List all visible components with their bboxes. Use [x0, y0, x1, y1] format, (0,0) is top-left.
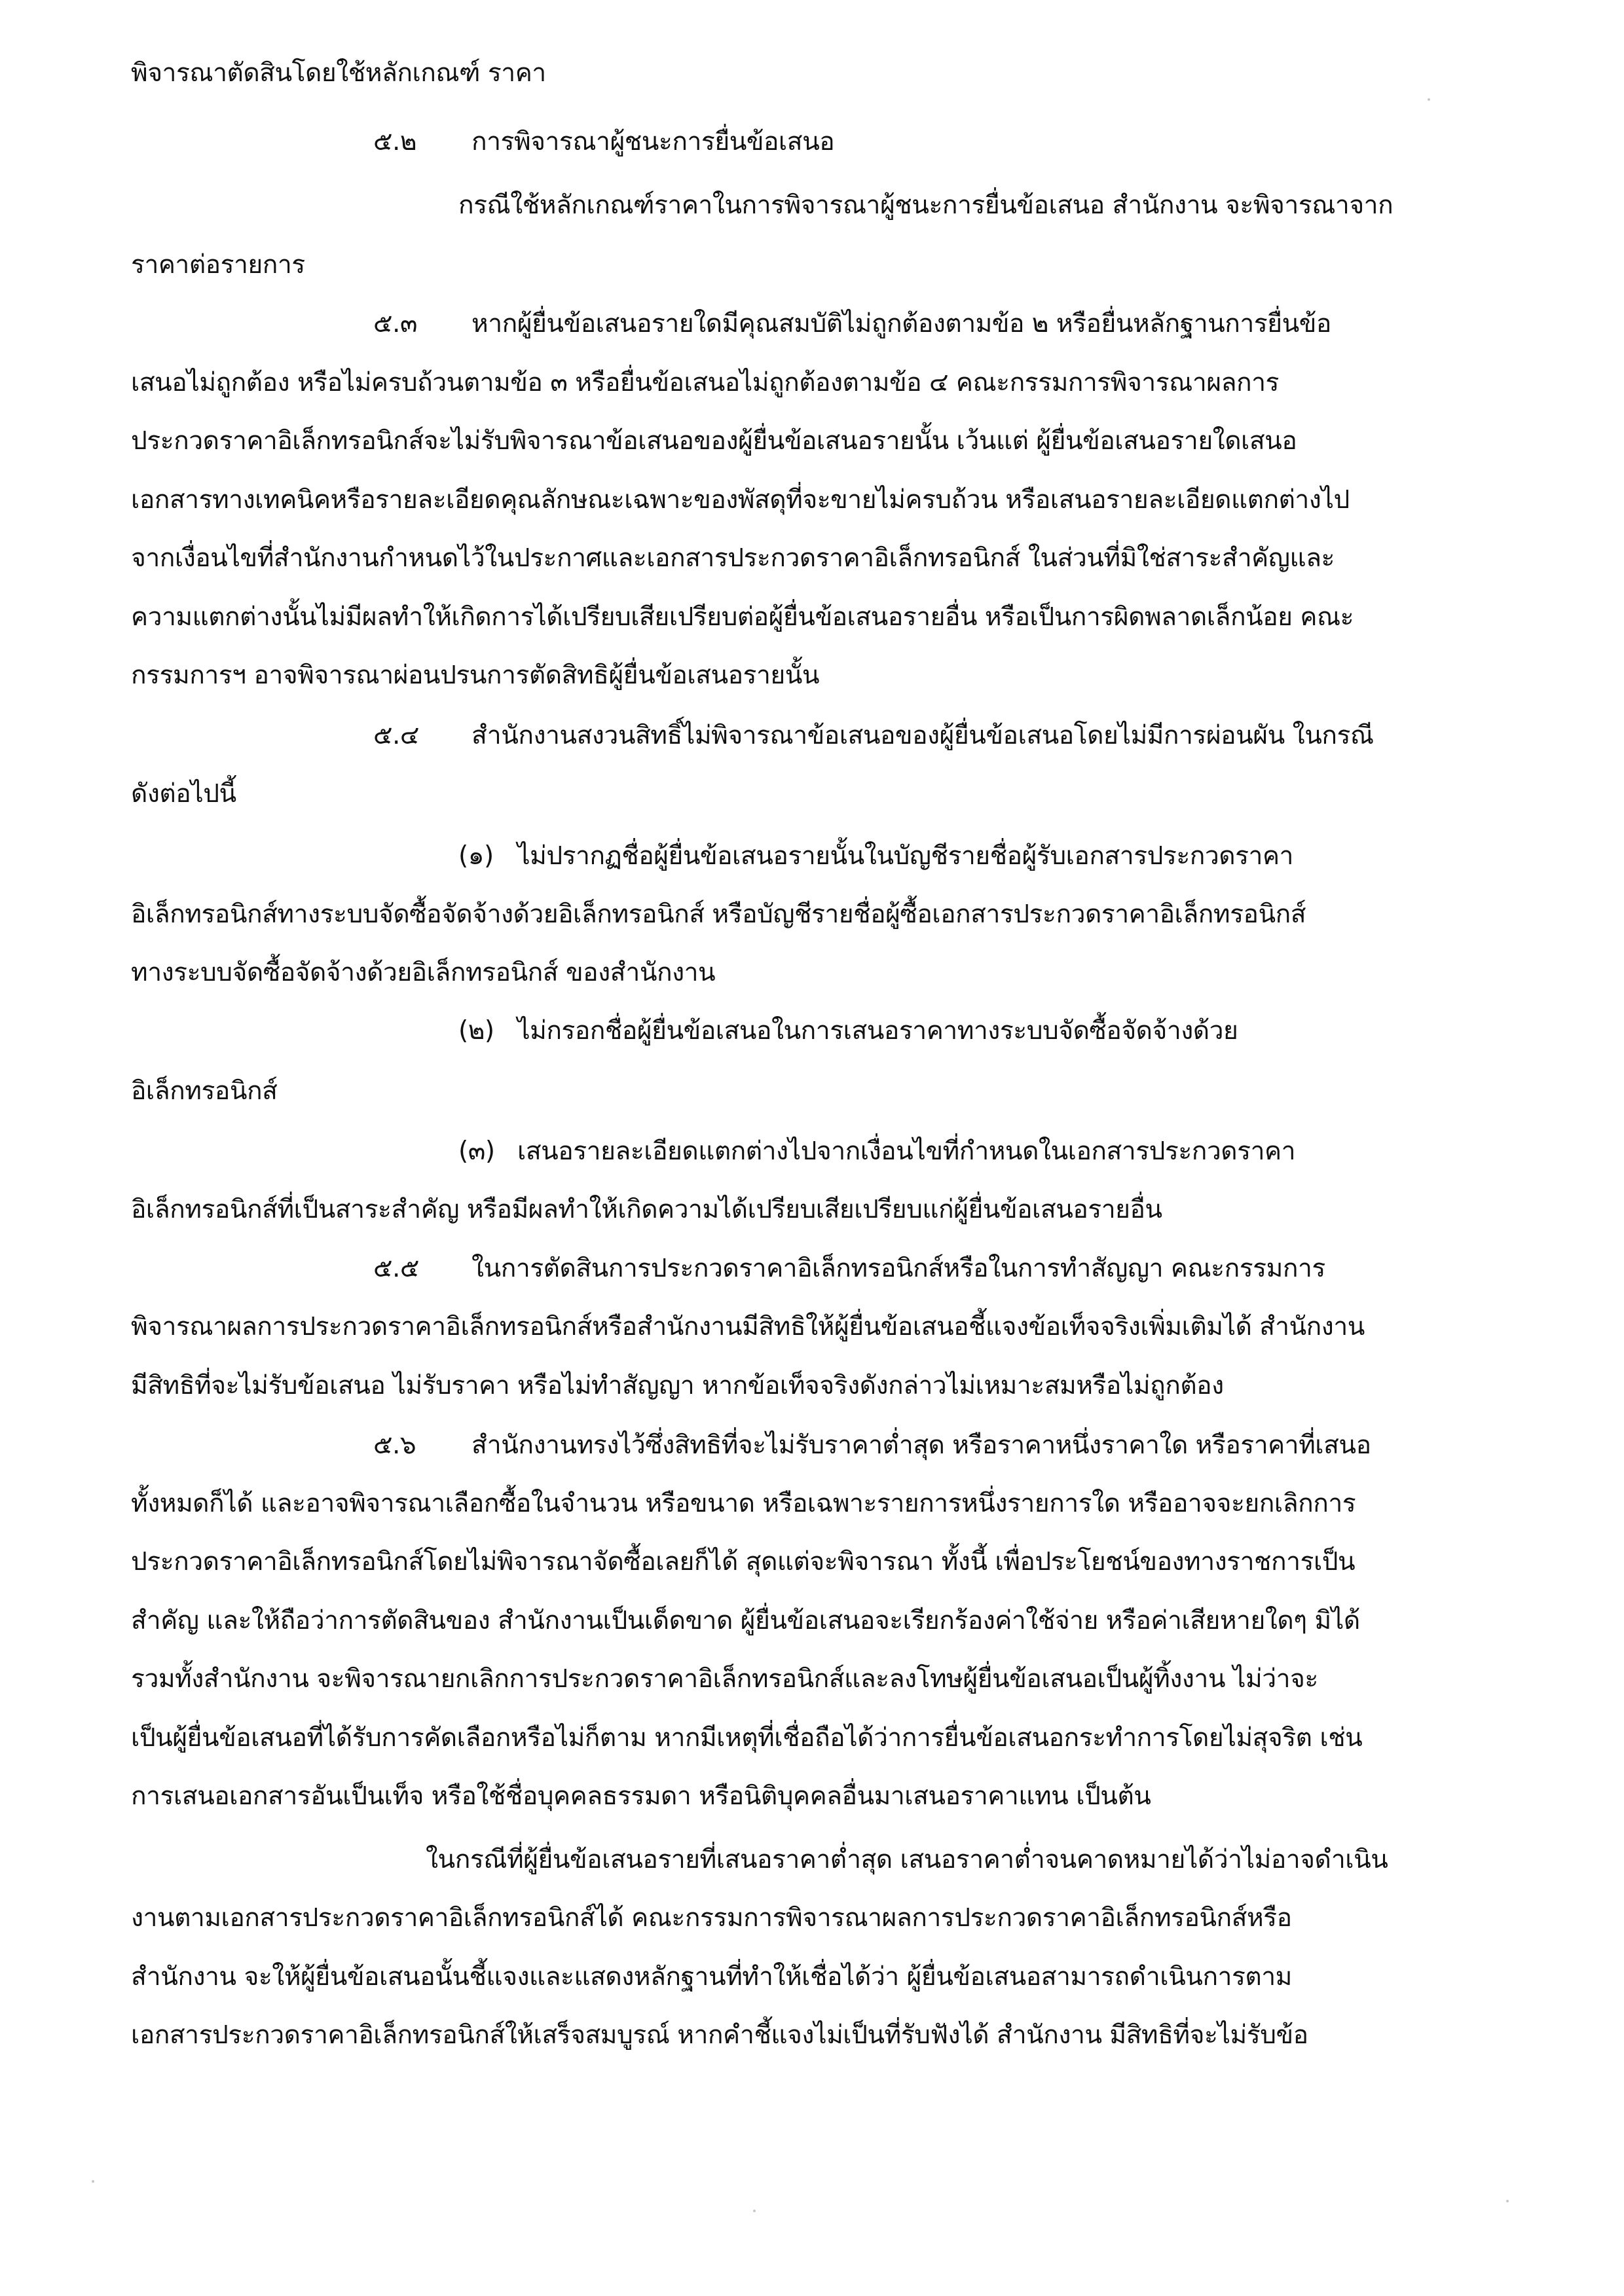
line-text: จากเงื่อนไขที่สำนักงานกำหนดไว้ในประกาศและเอกสารประกวดราคาอิเล็กทรอนิกส์ ในส่วนที่มิใช่สาระสำคัญและ	[131, 543, 1335, 573]
item-number: (๑)	[458, 841, 494, 871]
text-line	[131, 1719, 1362, 1758]
line-text: หากผู้ยื่นข้อเสนอรายใดมีคุณสมบัติไม่ถูกต้องตามข้อ ๒ หรือยื่นหลักฐานการยื่นข้อ	[471, 309, 1331, 338]
line-text: กรณีใช้หลักเกณฑ์ราคาในการพิจารณาผู้ชนะการยื่นข้อเสนอ สำนักงาน จะพิจารณาจาก	[458, 191, 1393, 220]
line-text: กรรมการฯ อาจพิจารณาผ่อนปรนการตัดสิทธิผู้ยื่นข้อเสนอรายนั้น	[131, 661, 820, 690]
text-line	[131, 481, 1350, 520]
text-line	[131, 1899, 1292, 1938]
line-text: สำนักงานทรงไว้ซึ่งสิทธิที่จะไม่รับราคาต่ำสุด หรือราคาหนึ่งราคาใด หรือราคาที่เสนอ	[471, 1430, 1371, 1460]
line-text: ในกรณีที่ผู้ยื่นข้อเสนอรายที่เสนอราคาต่ำสุด เสนอราคาต่ำจนคาดหมายได้ว่าไม่อาจดำเนิน	[426, 1845, 1388, 1874]
text-line	[131, 1484, 1356, 1523]
line-text: รวมทั้งสำนักงาน จะพิจารณายกเลิกการประกวดราคาอิเล็กทรอนิกส์และลงโทษผู้ยื่นข้อเสนอเป็นผู้ทิ้งงาน ไม่ว่าจะ	[131, 1664, 1318, 1694]
line-text: อิเล็กทรอนิกส์	[131, 1076, 278, 1106]
text-line	[131, 1660, 1318, 1699]
section-heading-5-2	[373, 122, 834, 162]
line-text: ทั้งหมดก็ได้ และอาจพิจารณาเลือกซื้อในจำนวน หรือขนาด หรือเฉพาะรายการหนึ่งรายการใด หรืออาจจะยกเลิกการ	[131, 1489, 1356, 1518]
text-line	[131, 598, 1354, 637]
text-line	[131, 774, 236, 814]
text-line	[131, 363, 1279, 403]
text-line	[131, 1958, 1292, 1997]
section-line-5-6	[373, 1426, 1371, 1465]
line-text: การเสนอเอกสารอันเป็นเท็จ หรือใช้ชื่อบุคคลธรรมดา หรือนิติบุคคลอื่นมาเสนอราคาแทน เป็นต้น	[131, 1781, 1151, 1811]
scan-speck	[92, 2180, 94, 2183]
text-line	[131, 953, 715, 993]
section-number: ๕.๒	[373, 127, 417, 156]
line-text: มีสิทธิที่จะไม่รับข้อเสนอ ไม่รับราคา หรือไม่ทำสัญญา หากข้อเท็จจริงดังกล่าวไม่เหมาะสมหรือไม่ถูกต้อง	[131, 1371, 1224, 1400]
line-text: สำคัญ และให้ถือว่าการตัดสินของ สำนักงานเป็นเด็ดขาด ผู้ยื่นข้อเสนอจะเรียกร้องค่าใช้จ่าย หรือค่าเสียหายใดๆ มิได้	[131, 1606, 1360, 1635]
line-text: ไม่กรอกชื่อผู้ยื่นข้อเสนอในการเสนอราคาทางระบบจัดซื้อจัดจ้างด้วย	[517, 1016, 1238, 1046]
line-text: ในการตัดสินการประกวดราคาอิเล็กทรอนิกส์หรือในการทำสัญญา คณะกรรมการ	[471, 1254, 1325, 1283]
text-line	[131, 422, 1297, 461]
text-line	[131, 54, 546, 93]
line-text: พิจารณาตัดสินโดยใช้หลักเกณฑ์ ราคา	[131, 58, 546, 88]
section-number: ๕.๕	[373, 1254, 419, 1283]
item-line-2	[458, 1011, 1238, 1051]
section-line-5-5	[373, 1249, 1325, 1288]
line-text: เสนอรายละเอียดแตกต่างไปจากเงื่อนไขที่กำหนดในเอกสารประกวดราคา	[517, 1137, 1295, 1166]
text-line	[131, 2016, 1308, 2055]
section-number: ๕.๖	[373, 1430, 416, 1460]
line-text: ประกวดราคาอิเล็กทรอนิกส์โดยไม่พิจารณาจัดซื้อเลยก็ได้ สุดแต่จะพิจารณา ทั้งนี้ เพื่อประโยชน์ของทางราชการเป็น	[131, 1547, 1356, 1576]
line-text: ราคาต่อรายการ	[131, 250, 305, 280]
text-line	[131, 1307, 1365, 1347]
line-text: เอกสารทางเทคนิคหรือรายละเอียดคุณลักษณะเฉพาะของพัสดุที่จะขายไม่ครบถ้วน หรือเสนอรายละเอียดแตกต่างไป	[131, 485, 1350, 515]
scan-speck	[1506, 2200, 1509, 2202]
line-text: ดังต่อไปนี้	[131, 779, 236, 809]
scan-speck	[1428, 98, 1430, 101]
section-number: ๕.๔	[373, 721, 419, 750]
line-text: ไม่ปรากฏชื่อผู้ยื่นข้อเสนอรายนั้นในบัญชีรายชื่อผู้รับเอกสารประกวดราคา	[517, 841, 1293, 871]
paragraph-start-line	[426, 1840, 1388, 1880]
section-line-5-3	[373, 304, 1331, 344]
item-number: (๓)	[458, 1137, 495, 1166]
item-line-3	[458, 1132, 1295, 1171]
text-line	[458, 186, 1393, 225]
text-line	[131, 1072, 277, 1111]
line-text: ทางระบบจัดซื้อจัดจ้างด้วยอิเล็กทรอนิกส์ ของสำนักงาน	[131, 958, 716, 987]
section-number: ๕.๓	[373, 309, 418, 338]
line-text: เป็นผู้ยื่นข้อเสนอที่ได้รับการคัดเลือกหรือไม่ก็ตาม หากมีเหตุที่เชื่อถือได้ว่าการยื่นข้อเสนอกระทำการโดยไม่สุจริต เช่น	[131, 1723, 1363, 1753]
line-text: อิเล็กทรอนิกส์ที่เป็นสาระสำคัญ หรือมีผลทำให้เกิดความได้เปรียบเสียเปรียบแก่ผู้ยื่นข้อเสนอรายอื่น	[131, 1195, 1162, 1224]
text-line	[131, 1777, 1151, 1816]
text-line	[131, 1366, 1224, 1406]
text-line	[131, 1190, 1162, 1230]
section-title: การพิจารณาผู้ชนะการยื่นข้อเสนอ	[471, 127, 835, 156]
line-text: อิเล็กทรอนิกส์ทางระบบจัดซื้อจัดจ้างด้วยอิเล็กทรอนิกส์ หรือบัญชีรายชื่อผู้ซื้อเอกสารประกวดราคาอิเล็กทรอนิกส์	[131, 900, 1306, 929]
text-line	[131, 246, 305, 285]
line-text: งานตามเอกสารประกวดราคาอิเล็กทรอนิกส์ได้ คณะกรรมการพิจารณาผลการประกวดราคาอิเล็กทรอนิกส์หรือ	[131, 1903, 1292, 1933]
line-text: เอกสารประกวดราคาอิเล็กทรอนิกส์ให้เสร็จสมบูรณ์ หากคำชี้แจงไม่เป็นที่รับฟังได้ สำนักงาน มีสิทธิที่จะไม่รับข้อ	[131, 2020, 1308, 2050]
text-line	[131, 656, 819, 695]
text-line	[131, 1542, 1355, 1582]
scan-speck	[753, 2210, 756, 2212]
line-text: เสนอไม่ถูกต้อง หรือไม่ครบถ้วนตามข้อ ๓ หรือยื่นข้อเสนอไม่ถูกต้องตามข้อ ๔ คณะกรรมการพิจารณาผลการ	[131, 368, 1279, 397]
text-line	[131, 539, 1335, 578]
line-text: สำนักงาน จะให้ผู้ยื่นข้อเสนอนั้นชี้แจงและแสดงหลักฐานที่ทำให้เชื่อได้ว่า ผู้ยื่นข้อเสนอสามารถดำเนินการตาม	[131, 1962, 1292, 1992]
section-line-5-4	[373, 716, 1374, 756]
line-text: สำนักงานสงวนสิทธิ์ไม่พิจารณาข้อเสนอของผู้ยื่นข้อเสนอโดยไม่มีการผ่อนผัน ในกรณี	[471, 721, 1374, 750]
line-text: พิจารณาผลการประกวดราคาอิเล็กทรอนิกส์หรือสำนักงานมีสิทธิให้ผู้ยื่นข้อเสนอชี้แจงข้อเท็จจริงเพิ่มเติมได้ สำนักงาน	[131, 1312, 1365, 1341]
text-line	[131, 895, 1306, 934]
line-text: ประกวดราคาอิเล็กทรอนิกส์จะไม่รับพิจารณาข้อเสนอของผู้ยื่นข้อเสนอรายนั้น เว้นแต่ ผู้ยื่นข้อเสนอรายใดเสนอ	[131, 426, 1297, 456]
line-text: ความแตกต่างนั้นไม่มีผลทำให้เกิดการได้เปรียบเสียเปรียบต่อผู้ยื่นข้อเสนอรายอื่น หรือเป็นการผิดพลาดเล็กน้อย คณะ	[131, 602, 1354, 632]
item-line-1	[458, 837, 1293, 876]
item-number: (๒)	[458, 1016, 494, 1046]
text-line	[131, 1601, 1360, 1641]
